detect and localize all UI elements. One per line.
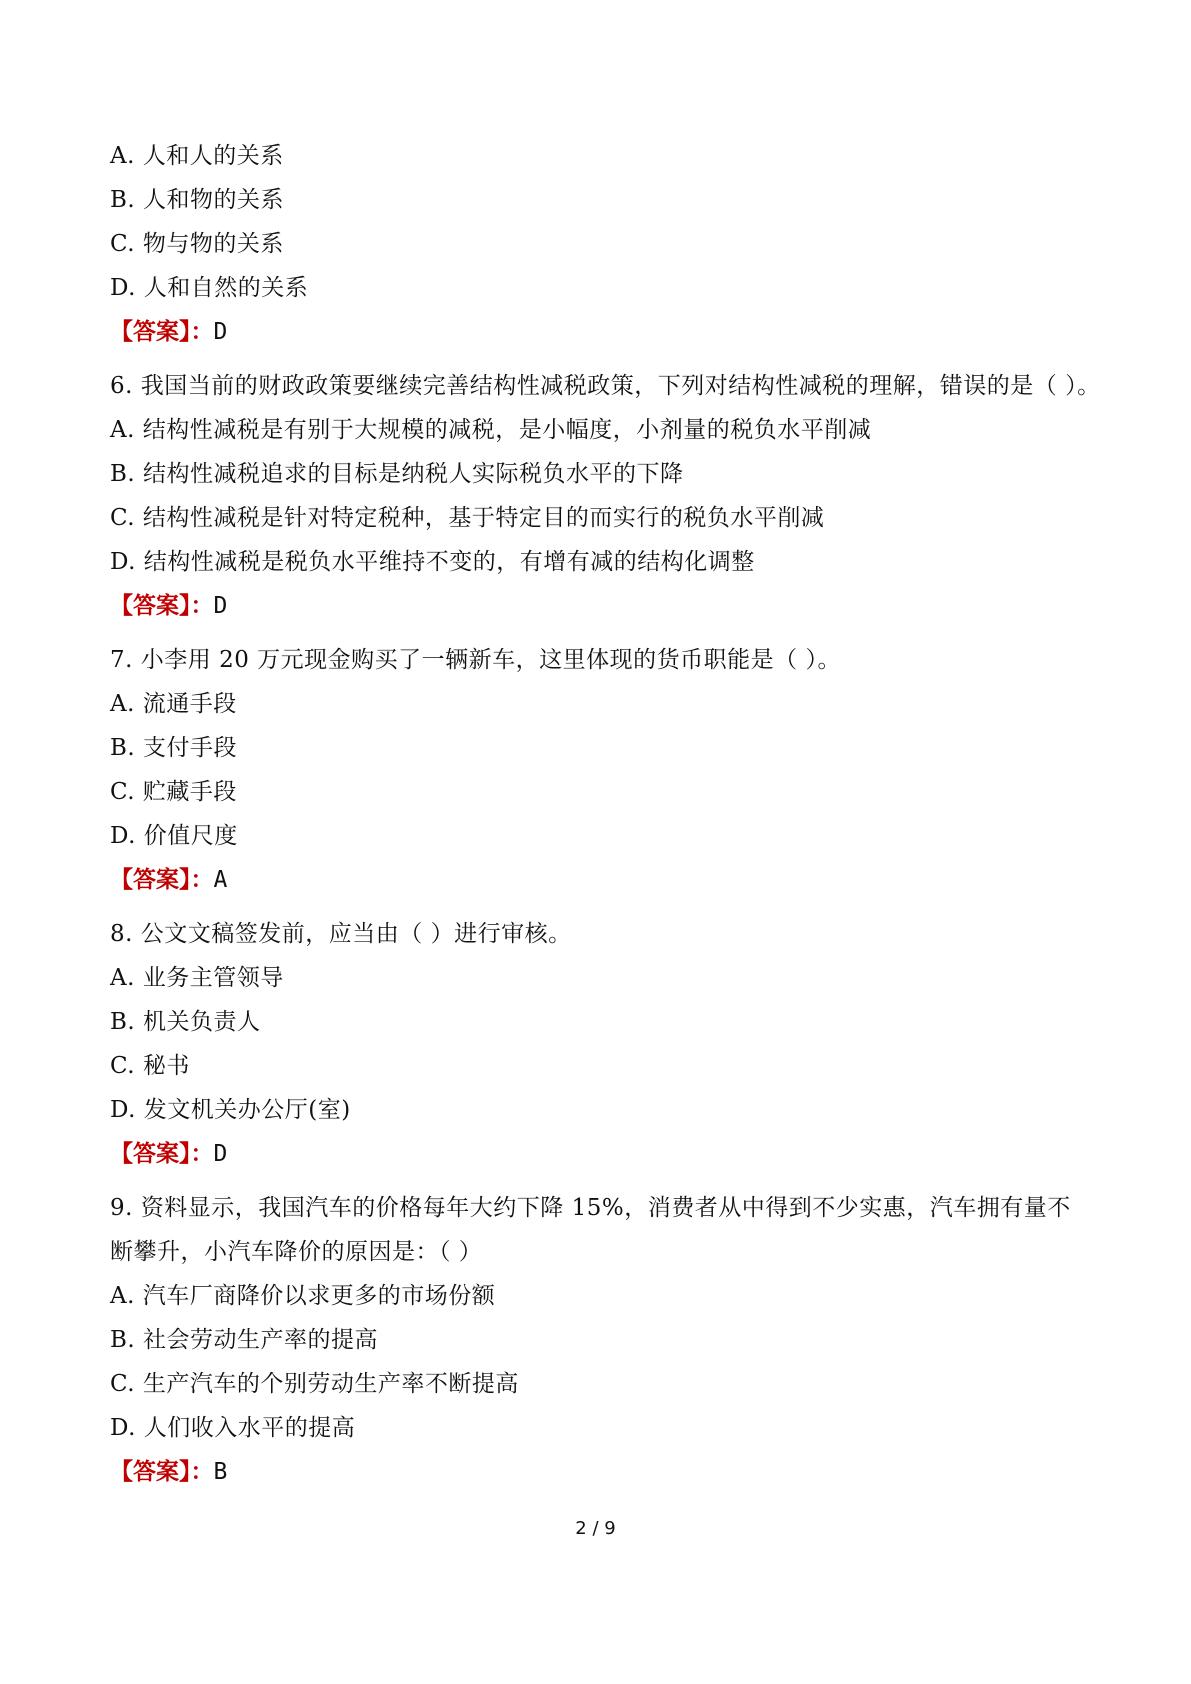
option-c: C. 结构性减税是针对特定税种，基于特定目的而实行的税负水平削减	[110, 505, 825, 531]
answer-label: 【答案】：	[110, 593, 214, 619]
question-5	[110, 134, 1090, 354]
answer	[110, 858, 1090, 902]
option-a: A. 业务主管领导	[110, 965, 284, 991]
option-a: A. 汽车厂商降价以求更多的市场份额	[110, 1283, 496, 1309]
option-a: A. 人和人的关系	[110, 143, 284, 169]
option-b: B. 机关负责人	[110, 1009, 261, 1035]
answer-label: 【答案】：	[110, 319, 214, 345]
option-b: B. 结构性减税追求的目标是纳税人实际税负水平的下降	[110, 461, 684, 487]
answer	[110, 1450, 1090, 1494]
question-8	[110, 912, 1090, 1176]
question-text: 9. 资料显示，我国汽车的价格每年大约下降 15%，消费者从中得到不少实惠，汽车拥有量不断攀升，小汽车降价的原因是：（ ）	[110, 1195, 1071, 1265]
answer	[110, 584, 1090, 628]
page-number: 2 / 9	[575, 1518, 616, 1539]
option-d: D. 结构性减税是税负水平维持不变的，有增有减的结构化调整	[110, 549, 755, 575]
answer-label: 【答案】：	[110, 867, 214, 893]
answer-value: B	[213, 1459, 228, 1485]
option-b: B. 支付手段	[110, 735, 238, 761]
answer	[110, 310, 1090, 354]
option-b: B. 社会劳动生产率的提高	[110, 1327, 379, 1353]
option-c: C. 生产汽车的个别劳动生产率不断提高	[110, 1371, 519, 1397]
question-text: 8. 公文文稿签发前，应当由（ ）进行审核。	[110, 921, 572, 947]
answer-value: D	[213, 1141, 228, 1167]
option-b: B. 人和物的关系	[110, 187, 285, 213]
option-c: C. 物与物的关系	[110, 231, 284, 257]
option-c: C. 贮藏手段	[110, 779, 237, 805]
answer	[110, 1132, 1090, 1176]
question-list	[110, 134, 1101, 1494]
option-d: D. 价值尺度	[110, 823, 238, 849]
option-d: D. 人和自然的关系	[110, 275, 309, 301]
option-d: D. 发文机关办公厅(室)	[110, 1097, 351, 1123]
option-d: D. 人们收入水平的提高	[110, 1415, 356, 1441]
question-text: 6. 我国当前的财政政策要继续完善结构性减税政策，下列对结构性减税的理解，错误的是（ ）。	[110, 373, 1101, 399]
answer-label: 【答案】：	[110, 1459, 214, 1485]
question-6	[110, 364, 1101, 628]
question-9	[110, 1186, 1090, 1494]
option-c: C. 秘书	[110, 1053, 190, 1079]
question-text: 7. 小李用 20 万元现金购买了一辆新车，这里体现的货币职能是（ ）。	[110, 647, 841, 673]
answer-value: A	[213, 867, 228, 893]
question-7	[110, 638, 1090, 902]
answer-value: D	[213, 593, 228, 619]
option-a: A. 结构性减税是有别于大规模的减税，是小幅度，小剂量的税负水平削减	[110, 417, 872, 443]
option-a: A. 流通手段	[110, 691, 237, 717]
answer-value: D	[213, 319, 228, 345]
answer-label: 【答案】：	[110, 1141, 214, 1167]
